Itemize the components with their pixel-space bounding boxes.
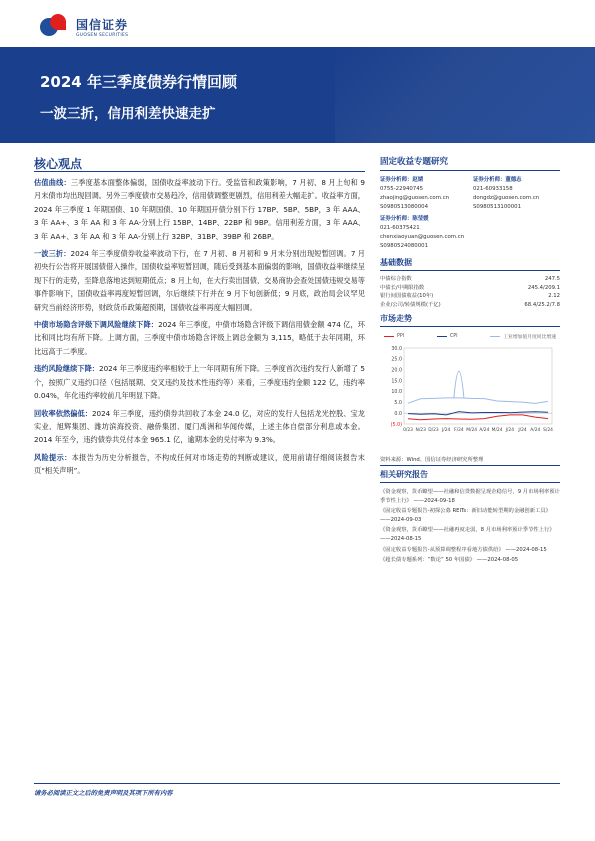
- related-research-title: 相关研究报告: [380, 469, 560, 483]
- paragraph-lead: 风险提示：: [34, 452, 72, 462]
- divider: [34, 171, 365, 172]
- paragraph-lead: 中债市场隐含评级下调风险继续下降：: [34, 320, 159, 330]
- analyst-phone: 0755-22940745: [380, 186, 424, 192]
- legend-line: [384, 336, 394, 337]
- y-tick-label: 0.0: [394, 411, 402, 417]
- series-peak: [454, 371, 464, 398]
- paragraph-text: 2024 年三季度，中债市场隐含评级下调信用债金额 474 亿，环比和同比均有所下降。上调方面，三季度中债市场隐含评级上调总金额为 3,115，略低于去年同期，环比远高于二季度。: [34, 320, 365, 356]
- y-tick-label: 10.0: [391, 390, 402, 396]
- market-trend-chart: [380, 333, 560, 453]
- y-tick-label: 30.0: [391, 346, 402, 352]
- legend-item: [490, 333, 556, 340]
- brand-logo: [40, 8, 128, 46]
- analyst-email: zhaojing@guosen.com.cn: [380, 195, 450, 201]
- basic-data-table: [380, 275, 560, 309]
- analyst-name: 证券分析师：董德志: [473, 177, 522, 183]
- legend-item: [437, 333, 458, 340]
- analyst-card: [380, 215, 467, 251]
- basic-data-label: 银行间国债收益(10年): [380, 293, 434, 299]
- analyst-name: 证券分析师：陈莹媛: [380, 216, 429, 222]
- chart-legend: [380, 333, 560, 340]
- related-report-list: [380, 488, 560, 565]
- paragraph-text: 2024 年三季度违约率相较于上一年同期有所下降。三季度首次违约发行人新增了 5 个，按照广义违约口径（包括展期、交叉违约及技术性违约等）来看，三季度违约金额 122 亿，违约率 0.04%，年化违约率较前几年明显下降。: [34, 364, 365, 401]
- analyst-list: [380, 176, 560, 254]
- x-tick-label: S/24: [543, 428, 553, 433]
- body-paragraph: [34, 247, 365, 314]
- x-tick-label: J/24: [505, 428, 515, 433]
- basic-data-title: 基础数据: [380, 257, 560, 271]
- x-tick-label: M/24: [466, 428, 478, 433]
- basic-data-value: 245.4/209.1: [527, 284, 560, 291]
- related-report-item: 《超长债专题系列：“数论” 50 年国债》 ——2024-08-05: [380, 557, 519, 564]
- analyst-card: [380, 176, 467, 212]
- x-tick-label: A/24: [530, 428, 541, 433]
- basic-data-row: [380, 292, 560, 301]
- series-line-PPI: [408, 415, 548, 420]
- series-line-工业增加值月度同比增速: [408, 398, 548, 404]
- sidebar-title: 固定收益专题研究: [380, 155, 560, 171]
- analyst-phone: 021-60933158: [473, 186, 513, 192]
- chart-source: 资料来源：Wind、国信证券经济研究所整理: [380, 455, 560, 466]
- y-tick-label: 5.0: [394, 401, 402, 407]
- paragraph-text: 2024 年三季度债券收益率波动下行，在 7 月初、8 月初和 9 月末分别出现短暂回调。7 月初央行公告将开展国债借入操作，国债收益率短暂回调，随后受到基本面偏弱的影响，国债收益率继续呈现下行的走势，至降息落地达到短期低点；8 月上旬，在大行卖出国债、交易商协会查处国债违规交易等事件影响下，国债收益率再度短暂回调，尔后继续下行并在 9 月下旬创新低；9 月底，政治局会议罕见研究当前经济形势，财政货币政策超预期，国债收益率再度大幅回调。: [34, 249, 365, 312]
- y-tick-label: 15.0: [391, 379, 402, 385]
- paragraph-lead: 一波三折：: [34, 249, 71, 259]
- brand-name-cn: 国信证券: [76, 18, 129, 32]
- basic-data-label: 中债长/中期限指数: [380, 284, 425, 291]
- y-tick-label: (5.0): [390, 422, 402, 428]
- main-content: [34, 176, 365, 482]
- paragraph-lead: 违约风险继续下降：: [34, 364, 100, 374]
- analyst-cert: S0980524080001: [380, 243, 429, 249]
- analyst-phone: 021-60375421: [380, 225, 420, 231]
- analyst-card: [473, 176, 560, 212]
- legend-line: [437, 336, 447, 337]
- basic-data-value: 247.5: [544, 276, 560, 282]
- analyst-cert: S0980513080004: [380, 204, 429, 210]
- legend-label: 工业增加值月度同比增速: [503, 335, 556, 340]
- paragraph-lead: 估值曲线：: [34, 178, 71, 187]
- paragraph-text: 本报告为历史分析报告，不构成任何对市场走势的判断或建议，使用前请仔细阅读报告末页“相关声明”。: [34, 452, 365, 476]
- body-paragraph: [34, 407, 365, 447]
- core-view-title: 核心观点: [34, 157, 83, 171]
- basic-data-label: 中债综合指数: [380, 276, 412, 282]
- y-tick-label: 20.0: [391, 368, 402, 374]
- body-paragraph: [34, 176, 365, 243]
- analyst-name: 证券分析师：赵婧: [380, 177, 424, 183]
- sidebar: [380, 155, 560, 567]
- chart-plot: [380, 340, 560, 450]
- body-paragraph: [34, 451, 365, 478]
- x-tick-label: F/24: [454, 428, 464, 433]
- related-report-item: 《资金观察，货币瞭望——社融和信贷数据呈现企稳信号，9 月市场利率预计季节性上行》 ——2024-09-18: [380, 489, 560, 504]
- body-paragraph: [34, 362, 365, 402]
- legend-item: [384, 333, 404, 340]
- market-trend-title: 市场走势: [380, 313, 560, 327]
- legend-label: PPI: [397, 334, 405, 339]
- related-report-item: 《资金观察，货币瞭望——社融再度走弱，8 月市场利率预计季节性上行》 ——2024-08-15: [380, 527, 555, 542]
- analyst-email: chenxiaoyuan@guosen.com.cn: [380, 234, 465, 240]
- basic-data-row: [380, 275, 560, 284]
- x-tick-label: J/24: [518, 428, 527, 433]
- report-subtitle: 一波三折，信用利差快速走扩: [40, 106, 216, 122]
- y-tick-label: 25.0: [391, 357, 402, 363]
- x-tick-label: 0/23: [403, 428, 413, 433]
- paragraph-text: 三季度基本面整体偏弱，国债收益率波动下行。受监管和政策影响，7 月初、8 月上旬和 9 月末债市均出现回调。另外三季度债市交易趋冷，信用债调整更剧烈，信用利差大幅走扩。收益率方面，2024 年三季度 1 年期国债、10 年期国债、10 年期国开债分别下行 17BP、5BP、5BP，3 年 AAA、3 年 AA+、3 年 AA 和 3 年 AA-分别上行 15BP、14BP、22BP 和 9BP。信用利差方面，3 年 AAA、3 年 AA+、3 年 AA 和 3 年 AA-分别上行 32BP、31BP、39BP 和 26BP。: [34, 178, 365, 241]
- basic-data-row: [380, 284, 560, 293]
- analyst-cert: S0980513100001: [473, 204, 522, 210]
- guosen-logo-icon: [40, 14, 70, 40]
- basic-data-row: [380, 301, 560, 310]
- analyst-email: dongdz@guosen.com.cn: [473, 195, 540, 201]
- x-tick-label: N/23: [415, 428, 426, 433]
- disclaimer-footer: 请务必阅读正文之后的免责声明及其项下所有内容: [34, 790, 173, 797]
- x-tick-label: J/24: [441, 428, 451, 433]
- basic-data-value: 68.4/25.2/7.8: [524, 301, 560, 308]
- x-tick-label: M/24: [491, 428, 503, 433]
- x-tick-label: A/24: [479, 428, 490, 433]
- related-report-item: 《固定收益专题报告-初探公募 REITs：新旧动能转型期的金融创新工具》 ——2024-09-03: [380, 508, 551, 523]
- paragraph-lead: 回收率依然偏低：: [34, 408, 92, 418]
- brand-name-en: GUOSEN SECURITIES: [76, 33, 129, 38]
- legend-label: CPI: [449, 334, 458, 339]
- body-paragraph: [34, 318, 365, 358]
- basic-data-label: 企业/公司/转债规模(千亿): [380, 301, 441, 308]
- footer-divider: [34, 783, 560, 784]
- paragraph-text: 2024 年三季度，违约债券共回收了本金 24.0 亿，对应的发行人包括龙光控股、宝龙实业、旭辉集团、潍坊滨海投资、融侨集团、厦门禹洲和华闻传媒，上述主体自偿部分利息或本金。2014 年至今，违约债券共兑付本金 965.1 亿，逾期本金的兑付率为 9.3%。: [34, 408, 365, 445]
- x-tick-label: D/23: [428, 428, 439, 433]
- title-banner: [0, 47, 595, 143]
- basic-data-value: 2.12: [548, 293, 560, 299]
- related-report-item: 《固定收益专题报告-从预算调整程序看地方债供给》 ——2024-08-15: [380, 546, 547, 553]
- legend-line: [490, 336, 500, 337]
- report-title: 2024 年三季度债券行情回顾: [40, 73, 237, 91]
